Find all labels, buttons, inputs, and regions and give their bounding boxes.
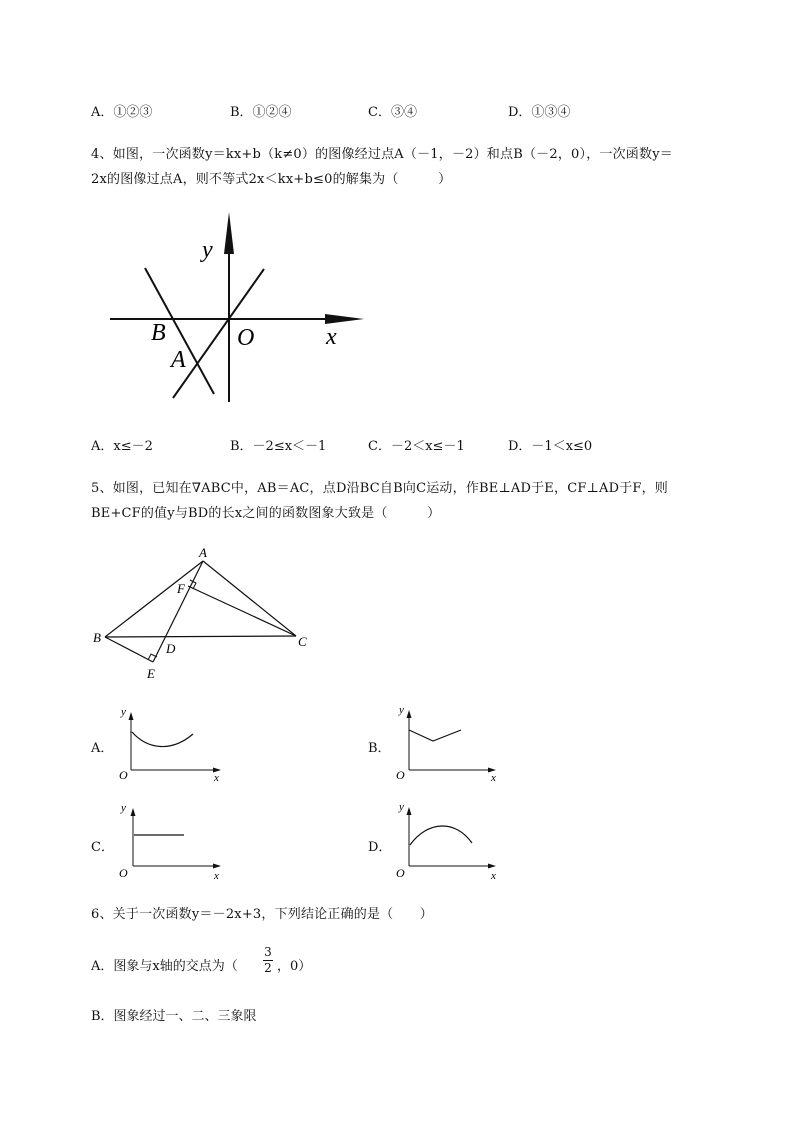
q5-label-d: D: [166, 641, 176, 656]
svg-text:O: O: [396, 866, 405, 880]
svg-text:y: y: [399, 801, 404, 813]
q5-label-c: C: [298, 634, 307, 649]
q3-option-c: C．③④: [368, 105, 417, 120]
q5-option-b: B．: [368, 741, 391, 756]
q3-option-b: B．①②④: [230, 105, 292, 120]
q6-option-b: B．图象经过一、二、三象限: [91, 1009, 257, 1024]
q4-label-y: y: [202, 237, 213, 263]
q4-label-x: x: [326, 324, 337, 350]
svg-text:x: x: [214, 870, 219, 882]
q6-option-a-fraction: [261, 946, 275, 975]
svg-text:O: O: [396, 768, 405, 782]
svg-text:y: y: [121, 802, 126, 814]
q6-fraction-numerator: 3: [264, 945, 272, 959]
svg-text:O: O: [119, 866, 128, 880]
q4-label-b: B: [151, 320, 166, 346]
svg-text:x: x: [214, 772, 219, 784]
q4-stem-line2: 2x的图像过点A，则不等式2x＜kx+b≤0的解集为（ ）: [91, 172, 452, 187]
q3-option-a: A．①②③: [91, 105, 153, 120]
svg-text:O: O: [119, 768, 128, 782]
svg-text:y: y: [399, 704, 404, 716]
q5-label-b: B: [93, 630, 101, 645]
q4-option-b: B．－2≤x＜－1: [230, 439, 327, 454]
q5-graph-d-curve: [410, 826, 472, 845]
q4-label-origin: O: [237, 325, 255, 351]
q5-label-a: A: [199, 545, 207, 560]
q3-option-d: D．①③④: [508, 105, 571, 120]
q5-option-d: D．: [368, 840, 392, 855]
q4-option-d: D．－1＜x≤0: [508, 439, 593, 454]
q6-stem: 6、关于一次函数y＝－2x+3，下列结论正确的是（ ）: [91, 907, 433, 922]
q5-label-f: F: [177, 581, 185, 596]
q4-option-a: A．x≤－2: [91, 439, 153, 454]
q4-label-a: A: [171, 347, 186, 373]
q4-stem-line1: 4、如图，一次函数y＝kx+b（k≠0）的图像经过点A（－1，－2）和点B（－2，0），一次函数y＝: [91, 147, 673, 162]
q5-stem-line1: 5、如图，已知在∇ABC中，AB＝AC，点D沿BC自B向C运动，作BE⊥AD于E，CF⊥AD于F，则: [91, 481, 669, 496]
q6-option-a-suffix: ，0）: [277, 959, 312, 974]
q5-option-c: C．: [91, 840, 114, 855]
svg-text:x: x: [491, 772, 496, 784]
svg-text:x: x: [491, 870, 496, 882]
q5-label-e: E: [147, 666, 155, 681]
q5-option-a: A．: [91, 741, 114, 756]
q5-stem-line2: BE+CF的值y与BD的长x之间的函数图象大致是（ ）: [91, 506, 441, 521]
q6-fraction-denominator: 2: [264, 961, 272, 975]
q4-option-c: C．－2＜x≤－1: [368, 439, 465, 454]
svg-text:y: y: [121, 706, 126, 718]
q6-option-a-prefix: A．图象与x轴的交点为（: [91, 959, 238, 974]
